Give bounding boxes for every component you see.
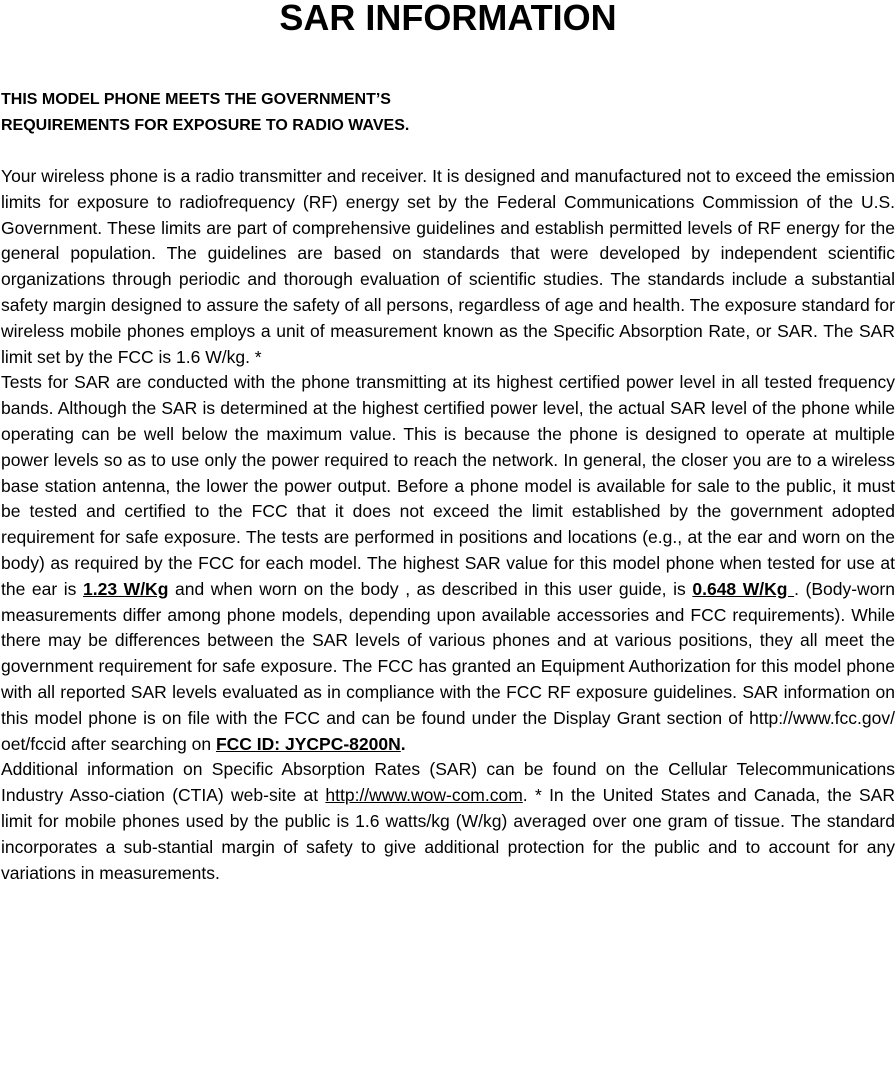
fcc-id: FCC ID: JYCPC-8200N (215, 733, 401, 754)
paragraph-2-end: . (400, 733, 406, 754)
page-title: SAR INFORMATION (279, 0, 617, 38)
body-text (1, 164, 895, 886)
subheading (1, 87, 881, 139)
paragraph-2-text-c: . (Body-worn measurements differ among phone models, depending upon available accessories and FCC requirements). While there may be differences between the SAR levels of various phones and at various positions, they all meet the government requirement for safe exposure. The FCC has granted an Equipment Authorization for this model phone with all reported SAR levels evaluated as in compliance with the FCC RF exposure guidelines. SAR information on this model phone is on file with the FCC and can be found under the Display Grant section of http://www.fcc.gov/ oet/fccid after searching on (1, 578, 895, 754)
sar-ear-value: 1.23 W/Kg (83, 578, 169, 599)
paragraph-2 (1, 370, 895, 757)
subheading-line-1: THIS MODEL PHONE MEETS THE GOVERNMENT’S (1, 91, 391, 108)
ctia-link[interactable]: http://www.wow-com.com (325, 785, 523, 806)
paragraph-2-text-a: Tests for SAR are conducted with the phone transmitting at its highest certified power level in all tested frequency bands. Although the SAR is determined at the highest certified power level, the actual SAR level of the phone while operating can be well below the maximum value. This is because the phone is designed to operate at multiple power levels so as to use only the power required to reach the network. In general, the closer you are to a wireless base station antenna, the lower the power output. Before a phone model is available for sale to the public, it must be tested and certified to the FCC that it does not exceed the limit established by the government adopted requirement for safe exposure. The tests are performed in positions and locations (e.g., at the ear and worn on the body) as required by the FCC for each model. The highest SAR value for this model phone when tested for use at the ear is (1, 372, 895, 599)
paragraph-1: Your wireless phone is a radio transmitter and receiver. It is designed and manufactured not to exceed the emission limits for exposure to radiofrequency (RF) energy set by the Federal Communications Commission of the U.S. Government. These limits are part of comprehensive guidelines and establish permitted levels of RF energy for the general population. The guidelines are based on standards that were developed by independent scientific organizations through periodic and thorough evaluation of scientific studies. The standards include a substantial safety margin designed to assure the safety of all persons, regardless of age and health. The exposure standard for wireless mobile phones employs a unit of measurement known as the Specific Absorption Rate, or SAR. The SAR limit set by the FCC is 1.6 W/kg. * (1, 166, 895, 367)
paragraph-3 (1, 757, 895, 886)
paragraph-3-text-b: . * In the United States and Canada, the SAR limit for mobile phones used by the public is 1.6 watts/kg (W/kg) averaged over one gram of tissue. The standard incorporates a sub-stantial margin of safety to give additional protection for the public and to account for any variations in measurements. (1, 785, 895, 883)
paragraph-2-text-b: and when worn on the body , as described in this user guide, is (168, 578, 693, 599)
sar-body-value: 0.648 W/Kg (692, 578, 795, 599)
subheading-line-2: REQUIREMENTS FOR EXPOSURE TO RADIO WAVES. (1, 117, 410, 134)
paragraph-3-text-a: Additional information on Specific Absorption Rates (SAR) can be found on the Cellular Telecommunications Industry Asso-ciation (CTIA) web-site at (1, 759, 895, 806)
